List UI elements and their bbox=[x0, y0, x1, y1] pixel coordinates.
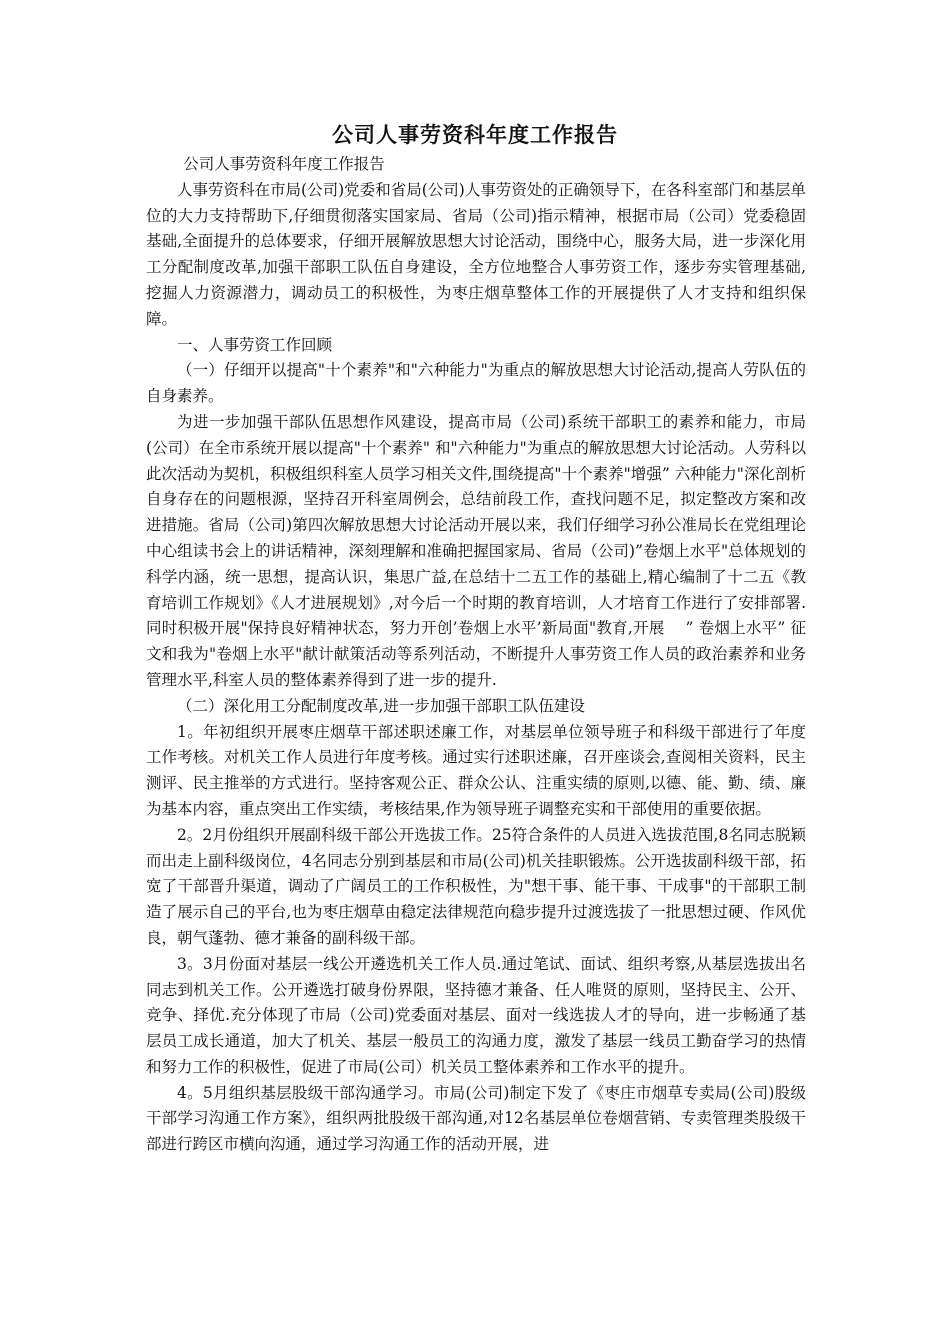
subsection-heading: （二）深化用工分配制度改革,进一步加强干部职工队伍建设 bbox=[177, 696, 585, 715]
document-subtitle: 公司人事劳资科年度工作报告 bbox=[183, 155, 385, 173]
paragraph: 1。年初组织开展枣庄烟草干部述职述廉工作，对基层单位领导班子和科级干部进行了年度工作考核。对机关工作人员进行年度考核。通过实行述职述廉，召开座谈会,查阅相关资料，民主测评、民主推举的方式进行。坚持客观公正、群众公认、注重实绩的原则,以德、能、勤、绩、廉为基本内容，重点突出工作实绩，考核结果,作为领导班子调整充实和干部使用的重要依据。 bbox=[146, 722, 806, 818]
paragraph: 3。3月份面对基层一线公开遴选机关工作人员.通过笔试、面试、组织考察,从基层选拔出名同志到机关工作。公开遴选打破身份界限，坚持德才兼备、任人唯贤的原则，坚持民主、公开、竞争、择优.充分体现了市局（公司)党委面对基层、面对一线选拔人才的导向，进一步畅通了基层员工成长通道，加大了机关、基层一般员工的沟通力度，激发了基层一线员工勤奋学习的热情和努力工作的积极性，促进了市局(公司）机关员工整体素养和工作水平的提升。 bbox=[146, 954, 806, 1076]
subsection-heading: （一）仔细开以提高"十个素养"和"六种能力"为重点的解放思想大讨论活动,提高人劳队伍的自身素养。 bbox=[146, 361, 806, 406]
document-body bbox=[146, 152, 806, 1158]
paragraph: 4。5月组织基层股级干部沟通学习。市局(公司)制定下发了《枣庄市烟草专卖局(公司)股级干部学习沟通工作方案》，组织两批股级干部沟通,对12名基层单位卷烟营销、专卖管理类股级干部进行跨区市横向沟通，通过学习沟通工作的活动开展，进 bbox=[146, 1083, 806, 1154]
paragraph: 人事劳资科在市局(公司)党委和省局(公司)人事劳资处的正确领导下，在各科室部门和基层单位的大力支持帮助下,仔细贯彻落实国家局、省局（公司)指示精神，根据市局（公司）党委稳固基础,全面提升的总体要求，仔细开展解放思想大讨论活动，围绕中心，服务大局，进一步深化用工分配制度改革,加强干部职工队伍自身建设，全方位地整合人事劳资工作，逐步夯实管理基础,挖掘人力资源潜力，调动员工的积极性，为枣庄烟草整体工作的开展提供了人才支持和组织保障。 bbox=[146, 180, 806, 328]
section-heading: 一、人事劳资工作回顾 bbox=[177, 335, 333, 354]
paragraph: 为进一步加强干部队伍思想作风建设，提高市局（公司)系统干部职工的素养和能力，市局(公司）在全市系统开展以提高"十个素养" 和"六种能力"为重点的解放思想大讨论活动。人劳科以此次活动为契机，积极组织科室人员学习相关文件,围绕提高"十个素养"增强” 六种能力"深化剖析自身存在的问题根源，坚持召开科室周例会，总结前段工作，查找问题不足，拟定整改方案和改进措施。省局（公司)第四次解放思想大讨论活动开展以来，我们仔细学习孙公准局长在党组理论中心组读书会上的讲话精神，深刻理解和准确把握国家局、省局（公司)”卷烟上水平"总体规划的科学内涵，统一思想，提高认识，集思广益,在总结十二五工作的基础上,精心编制了十二五《教育培训工作规划》《人才进展规划》,对今后一个时期的教育培训，人才培育工作进行了安排部署.同时积极开展"保持良好精神状态，努力开创’卷烟上水平’新局面"教育,开展 ” 卷烟上水平” 征文和我为"卷烟上水平"献计献策活动等系列活动，不断提升人事劳资工作人员的政治素养和业务管理水平,科室人员的整体素养得到了进一步的提升. bbox=[146, 412, 806, 689]
document-title: 公司人事劳资科年度工作报告 bbox=[332, 123, 618, 147]
paragraph: 2。2月份组织开展副科级干部公开选拔工作。25符合条件的人员进入选拔范围,8名同志脱颖而出走上副科级岗位，4名同志分别到基层和市局(公司)机关挂职锻炼。公开选拔副科级干部，拓宽了干部晋升渠道，调动了广阔员工的工作积极性，为"想干事、能干事、干成事"的干部职工制造了展示自己的平台,也为枣庄烟草由稳定法律规范向稳步提升过渡选拔了一批思想过硬、作风优良，朝气蓬勃、德才兼备的副科级干部。 bbox=[146, 825, 806, 947]
